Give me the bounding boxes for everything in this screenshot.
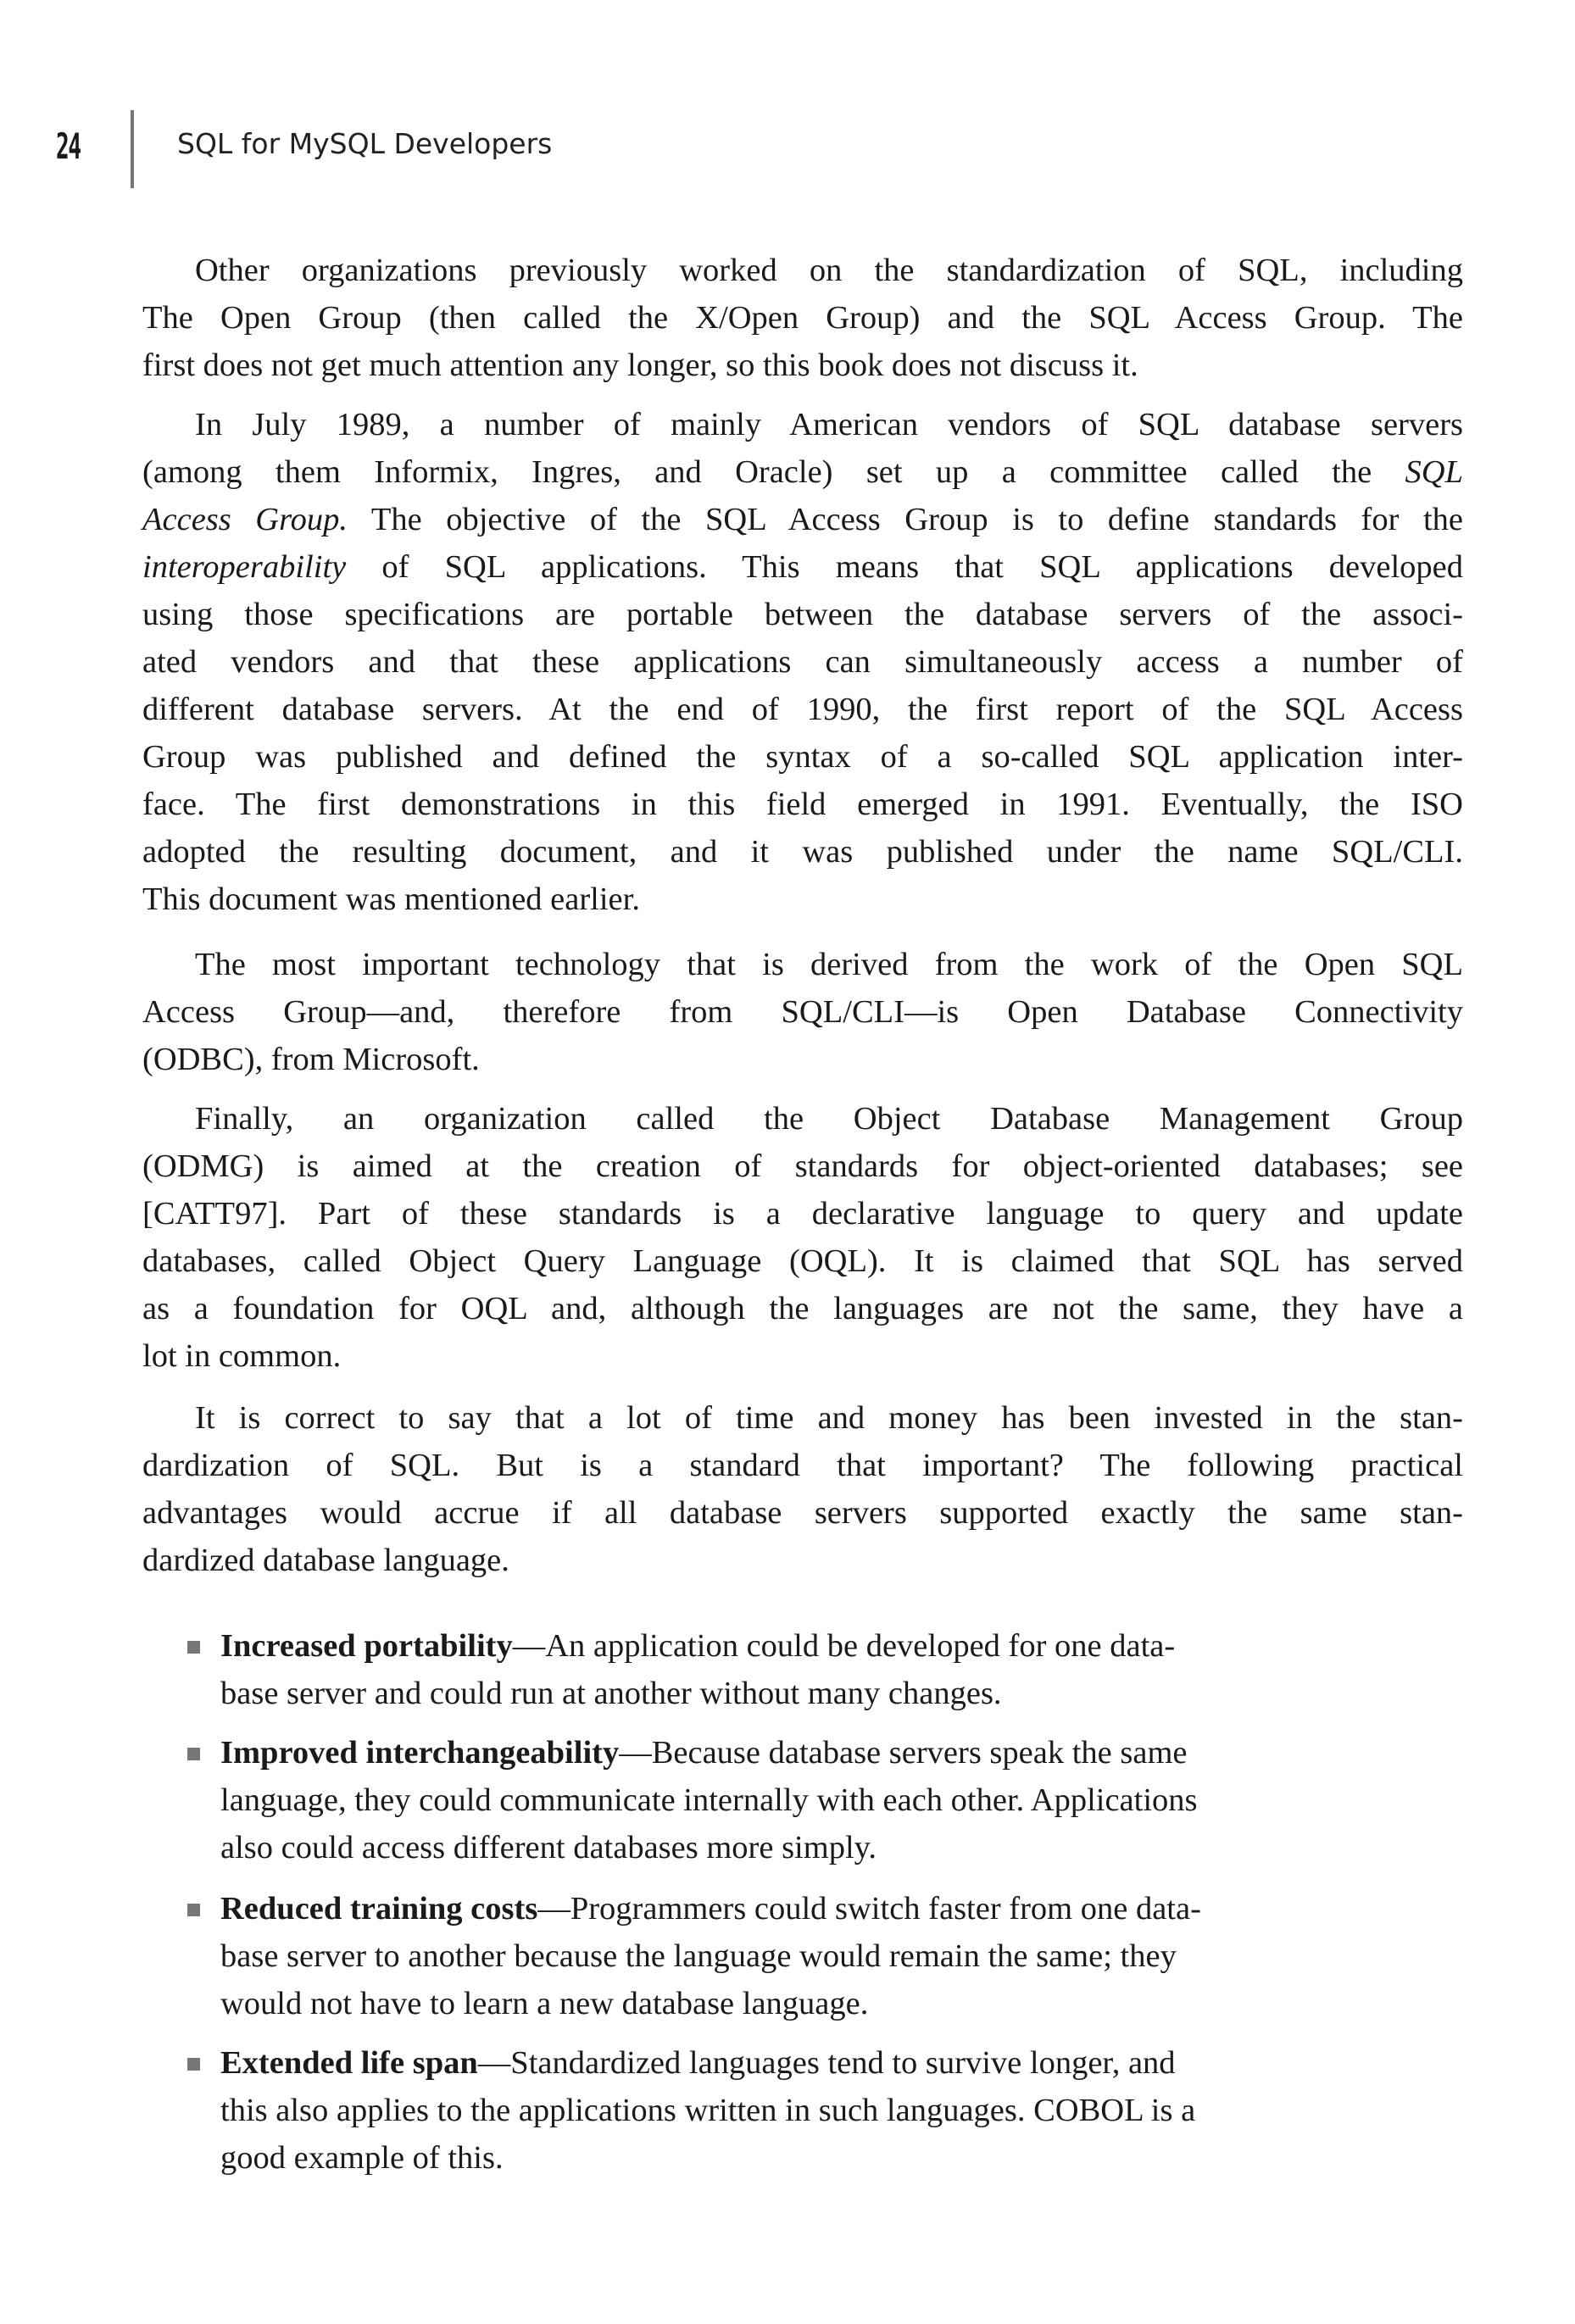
text-line	[142, 247, 1463, 294]
text-span: dardized database language.	[142, 1543, 509, 1578]
text-span: —Programmers could switch faster from one data-	[537, 1891, 1201, 1926]
text-line	[142, 828, 1463, 876]
text-line	[142, 401, 1463, 448]
text-line	[142, 496, 1463, 543]
text-line	[142, 1489, 1463, 1537]
text-span: Other organizations previously worked on the standardization of SQL, including	[195, 253, 1463, 288]
text-span: The objective of the SQL Access Group is to define standards for the	[348, 502, 1463, 537]
text-span: The most important technology that is derived from the work of the Open SQL	[195, 947, 1463, 982]
text-span: using those specifications are portable between the database servers of the associ-	[142, 597, 1463, 632]
text-line	[220, 1980, 1459, 2027]
text-line	[142, 342, 1463, 389]
paragraph	[142, 247, 1463, 389]
text-line	[142, 733, 1463, 781]
paragraph	[142, 401, 1463, 923]
square-bullet-icon	[187, 1904, 200, 1916]
text-span: —An application could be developed for one data-	[512, 1628, 1176, 1664]
square-bullet-icon	[187, 2058, 200, 2071]
text-line	[220, 2039, 1459, 2087]
header-divider	[131, 110, 134, 188]
text-span: [CATT97]. Part of these standards is a declarative language to query and update	[142, 1196, 1463, 1231]
text-span: adopted the resulting document, and it was published under the name SQL/CLI.	[142, 834, 1463, 870]
text-line	[142, 1036, 1463, 1083]
italic-text: interoperability	[142, 549, 347, 585]
text-span: base server to another because the language would remain the same; they	[220, 1938, 1177, 1974]
text-line	[142, 686, 1463, 733]
text-span: Finally, an organization called the Object Database Management Group	[195, 1101, 1463, 1137]
bullet-term: Improved interchangeability	[220, 1735, 620, 1771]
text-line	[142, 1537, 1463, 1584]
text-span: good example of this.	[220, 2140, 504, 2176]
text-line	[142, 448, 1463, 496]
text-line	[142, 1143, 1463, 1190]
text-span: (ODMG) is aimed at the creation of standards for object-oriented databases; see	[142, 1148, 1463, 1184]
text-span: ated vendors and that these applications can simultaneously access a number of	[142, 644, 1463, 680]
text-span: different database servers. At the end of 1990, the first report of the SQL Access	[142, 692, 1463, 727]
text-span: as a foundation for OQL and, although the languages are not the same, they have a	[142, 1291, 1463, 1326]
text-line	[142, 543, 1463, 591]
text-span: Access Group—and, therefore from SQL/CLI—is Open Database Connectivity	[142, 994, 1463, 1030]
text-line	[142, 638, 1463, 686]
text-line	[142, 1237, 1463, 1285]
text-span: advantages would accrue if all database servers supported exactly the same stan-	[142, 1495, 1463, 1531]
bullet-term: Increased portability	[220, 1628, 513, 1664]
text-line	[220, 1776, 1459, 1824]
text-line	[220, 1824, 1459, 1871]
text-line	[220, 1932, 1459, 1980]
text-line	[142, 988, 1463, 1036]
bullet-item	[187, 2039, 1459, 2182]
text-line	[142, 1332, 1463, 1380]
bullet-term: Extended life span	[220, 2045, 478, 2081]
text-span: databases, called Object Query Language (OQL). It is claimed that SQL has served	[142, 1243, 1463, 1279]
square-bullet-icon	[187, 1748, 200, 1760]
text-span: This document was mentioned earlier.	[142, 881, 640, 917]
text-span: language, they could communicate internally with each other. Applications	[220, 1782, 1198, 1818]
paragraph	[142, 941, 1463, 1083]
paragraph	[142, 1095, 1463, 1380]
text-span: this also applies to the applications written in such languages. COBOL is a	[220, 2093, 1196, 2128]
text-span: first does not get much attention any longer, so this book does not discuss it.	[142, 347, 1138, 383]
running-title: SQL for MySQL Developers	[177, 127, 553, 160]
text-span: base server and could run at another without many changes.	[220, 1676, 1002, 1711]
page-number: 24	[56, 125, 81, 167]
text-line	[142, 1190, 1463, 1237]
italic-text: Access Group.	[142, 502, 348, 537]
text-line	[142, 1394, 1463, 1442]
text-span: would not have to learn a new database language.	[220, 1986, 869, 2021]
bullet-item	[187, 1622, 1459, 1717]
text-line	[142, 294, 1463, 342]
bullet-item	[187, 1729, 1459, 1871]
text-line	[220, 1729, 1459, 1776]
text-span: (among them Informix, Ingres, and Oracle) set up a committee called the	[142, 454, 1405, 490]
text-line	[142, 1442, 1463, 1489]
text-line	[142, 1285, 1463, 1332]
square-bullet-icon	[187, 1641, 200, 1654]
text-line	[142, 591, 1463, 638]
text-span: face. The first demonstrations in this field emerged in 1991. Eventually, the ISO	[142, 787, 1463, 822]
text-line	[220, 2134, 1459, 2182]
text-span: The Open Group (then called the X/Open Group) and the SQL Access Group. The	[142, 300, 1463, 336]
text-span: —Because database servers speak the same	[619, 1735, 1188, 1771]
text-span: lot in common.	[142, 1338, 342, 1374]
paragraph	[142, 1394, 1463, 1584]
bullet-item	[187, 1885, 1459, 2027]
text-line	[142, 941, 1463, 988]
text-span: (ODBC), from Microsoft.	[142, 1042, 480, 1077]
text-line	[220, 1622, 1459, 1670]
text-line	[142, 1095, 1463, 1143]
text-line	[142, 876, 1463, 923]
text-span: It is correct to say that a lot of time and money has been invested in the stan-	[195, 1400, 1463, 1436]
text-span: dardization of SQL. But is a standard that important? The following practical	[142, 1448, 1463, 1483]
text-span: also could access different databases more simply.	[220, 1830, 877, 1865]
text-span: In July 1989, a number of mainly American vendors of SQL database servers	[195, 407, 1463, 442]
text-span: of SQL applications. This means that SQL applications developed	[346, 549, 1463, 585]
bullet-term: Reduced training costs	[220, 1891, 538, 1926]
text-span: Group was published and defined the syntax of a so-called SQL application inter-	[142, 739, 1463, 775]
text-line	[220, 1670, 1459, 1717]
text-line	[142, 781, 1463, 828]
text-line	[220, 1885, 1459, 1932]
italic-text: SQL	[1405, 454, 1463, 490]
text-line	[220, 2087, 1459, 2134]
text-span: —Standardized languages tend to survive longer, and	[477, 2045, 1176, 2081]
